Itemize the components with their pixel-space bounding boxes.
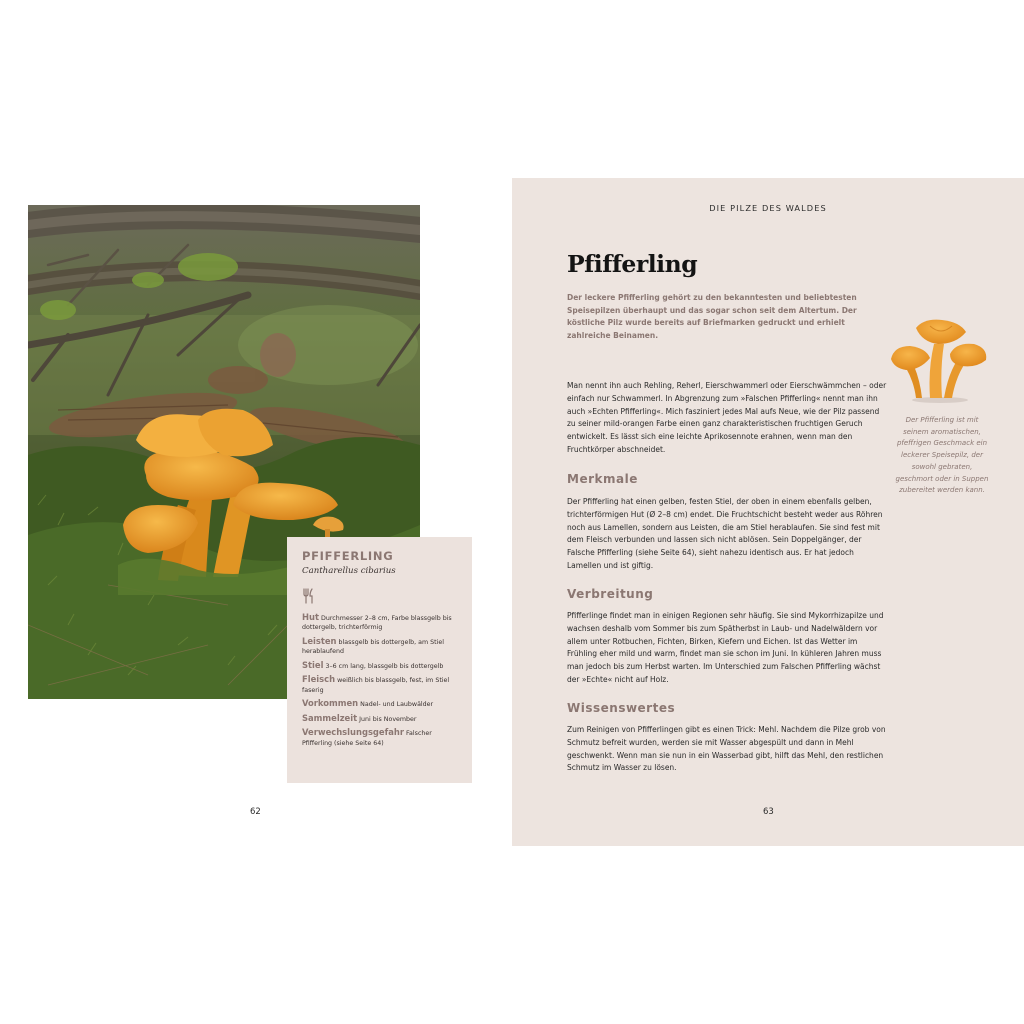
prop-key: Sammelzeit — [302, 712, 358, 723]
prop-sammelzeit — [302, 714, 458, 724]
species-info-box — [287, 537, 472, 783]
prop-key: Vorkommen — [302, 698, 359, 709]
heading-wissenswertes: Wissenswertes — [567, 701, 676, 715]
prop-value: Durchmesser 2–8 cm, Farbe blassgelb bis dottergelb, trichterförmig — [302, 615, 452, 632]
species-name: PFIFFERLING — [302, 549, 394, 563]
prop-stiel — [302, 661, 458, 671]
image-caption: Der Pfifferling ist mit seinem aromatischen, pfeffrigen Geschmack ein leckerer Speisepilz, der sowohl gebraten, geschmort oder in Suppen zubereitet werden kann. — [895, 416, 989, 495]
page-number-left: 62 — [250, 807, 261, 817]
running-head: DIE PILZE DES WALDES — [709, 203, 827, 213]
intro-paragraph: Man nennt ihn auch Rehling, Reherl, Eierschwammerl oder Eierschwämmchen – oder einfach nur Schwammerl. In Abgrenzung zum »Falschen Pfifferling« nennt man ihn auch »Echten Pfifferling«. Mich fasziniert jedes Mal aufs Neue, wie der Pilz passend zu seiner mild-orangen Farbe einen ganz charakteristischen fruchtigen Geruch entwickelt. Es lässt sich eine leichte Aprikosennote erahnen, wenn man den Fruchtkörper abschneidet. — [567, 381, 887, 454]
prop-key: Hut — [302, 612, 319, 622]
heading-verbreitung: Verbreitung — [567, 587, 654, 601]
page-title: Pfifferling — [567, 250, 698, 278]
species-properties — [302, 613, 458, 748]
chanterelle-illustration — [886, 314, 990, 404]
prop-key: Verwechslungsgefahr — [302, 727, 404, 738]
lead-paragraph: Der leckere Pfifferling gehört zu den bekanntesten und beliebtesten Speisepilzen überhaupt und das sogar schon seit dem Altertum. Der köstliche Pilz wurde bereits auf Briefmarken gedruckt und erhielt zahlreiche Beinamen. — [567, 293, 857, 341]
cutlery-icon — [302, 588, 458, 604]
paragraph-merkmale: Der Pfifferling hat einen gelben, festen Stiel, der oben in einem ebenfalls gelben, trichterförmigen Hut (Ø 2–8 cm) endet. Die Fruchtschicht besteht weder aus Röhren noch aus Lamellen, sondern aus Leisten, die am Stiel herablaufen. Sie sind fest mit dem Fleisch verbunden und lassen sich nicht ablösen. Sein Doppelgänger, der Falsche Pfifferling (siehe Seite 64), sieht nahezu identisch aus. Er hat jedoch Lamellen und ist giftig. — [567, 497, 883, 570]
page-number-right: 63 — [763, 807, 774, 817]
prop-key: Stiel — [302, 659, 324, 670]
prop-vorkommen — [302, 699, 458, 709]
prop-value: 3–6 cm lang, blassgelb bis dottergelb — [325, 662, 444, 670]
prop-key: Leisten — [302, 635, 337, 646]
prop-value: Falscher Pfifferling (siehe Seite 64) — [302, 730, 432, 747]
prop-verwechslungsgefahr — [302, 728, 458, 748]
prop-key: Fleisch — [302, 674, 336, 685]
prop-value: blassgelb bis dottergelb, am Stiel herablaufend — [302, 638, 444, 656]
prop-value: Juni bis November — [359, 715, 417, 723]
prop-fleisch — [302, 675, 458, 695]
prop-value: weißlich bis blassgelb, fest, im Stiel faserig — [302, 677, 450, 694]
latin-name: Cantharellus cibarius — [302, 566, 396, 576]
heading-merkmale: Merkmale — [567, 472, 638, 486]
prop-value: Nadel- und Laubwälder — [360, 701, 434, 709]
prop-leisten — [302, 637, 458, 657]
right-page — [512, 178, 1024, 846]
paragraph-wissenswertes: Zum Reinigen von Pfifferlingen gibt es einen Trick: Mehl. Nachdem die Pilze grob von Schmutz befreit wurden, werden sie mit Wasser abgespült und dann in Mehl geschwenkt. Wenn man sie nun in ein Wasserbad gibt, hilft das Mehl, den restlichen Schmutz im Wasser zu lösen. — [567, 725, 886, 773]
paragraph-verbreitung: Pfifferlinge findet man in einigen Regionen sehr häufig. Sie sind Mykorrhizapilze und wachsen deshalb vom Sommer bis zum Spätherbst in Laub- und Nadelwäldern vor allem unter Rotbuchen, Fichten, Birken, Kiefern und Eichen. Ist das Wetter im Frühling eher mild und warm, findet man sie schon im Juni. In kühleren Jahren muss man jedoch bis zum Herbst warten. Im Unterschied zum Falschen Pfifferling wächst der »Echte« nicht auf Holz. — [567, 611, 884, 684]
prop-hut — [302, 613, 458, 633]
